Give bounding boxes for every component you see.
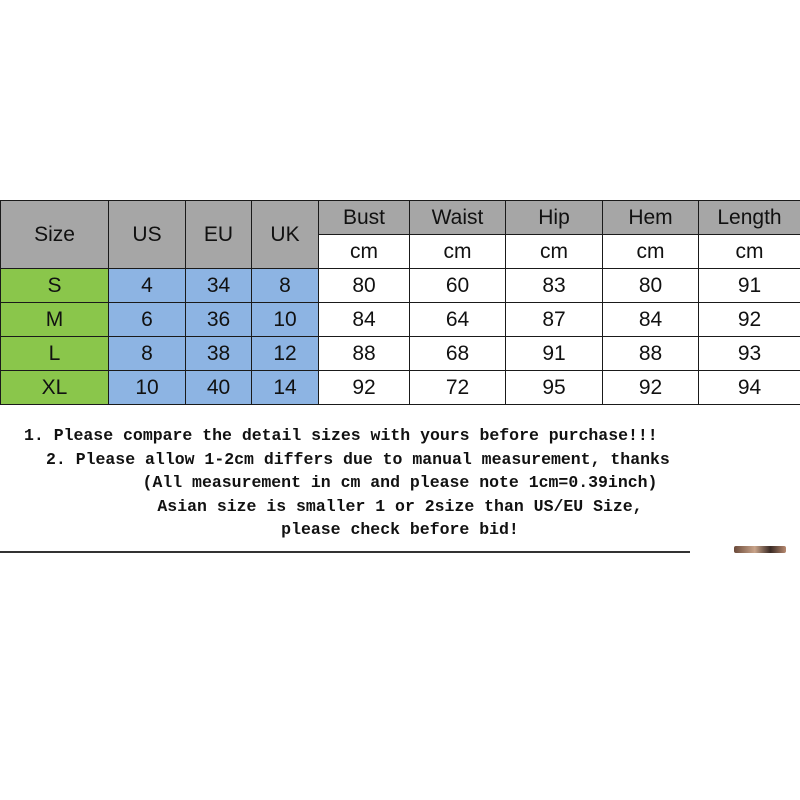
- hip-cell: 95: [506, 371, 603, 405]
- eu-cell: 34: [186, 269, 252, 303]
- hem-cell: 92: [603, 371, 699, 405]
- header-length: Length: [699, 201, 800, 235]
- uk-cell: 8: [252, 269, 319, 303]
- unit-hip: cm: [506, 235, 603, 269]
- unit-bust: cm: [319, 235, 410, 269]
- separator-line: [0, 551, 690, 553]
- hip-cell: 91: [506, 337, 603, 371]
- length-cell: 91: [699, 269, 800, 303]
- size-cell: M: [1, 303, 109, 337]
- bust-cell: 88: [319, 337, 410, 371]
- note-check-before-bid: please check before bid!: [281, 520, 519, 539]
- eu-cell: 36: [186, 303, 252, 337]
- us-cell: 4: [109, 269, 186, 303]
- header-hem: Hem: [603, 201, 699, 235]
- size-cell: S: [1, 269, 109, 303]
- note-asian-size: Asian size is smaller 1 or 2size than US/EU Size,: [157, 496, 643, 516]
- bust-cell: 84: [319, 303, 410, 337]
- note-compare-sizes: 1. Please compare the detail sizes with yours before purchase!!!: [24, 426, 658, 445]
- waist-cell: 72: [410, 371, 506, 405]
- table-row: [1, 371, 800, 405]
- us-cell: 10: [109, 371, 186, 405]
- unit-waist: cm: [410, 235, 506, 269]
- header-row-labels: [1, 201, 800, 235]
- header-size: Size: [1, 201, 109, 269]
- note-measurement-units: (All measurement in cm and please note 1cm=0.39inch): [142, 473, 658, 492]
- hip-cell: 83: [506, 269, 603, 303]
- size-cell: XL: [1, 371, 109, 405]
- size-cell: L: [1, 337, 109, 371]
- unit-length: cm: [699, 235, 800, 269]
- waist-cell: 68: [410, 337, 506, 371]
- hem-cell: 88: [603, 337, 699, 371]
- length-cell: 93: [699, 337, 800, 371]
- eu-cell: 40: [186, 371, 252, 405]
- header-uk: UK: [252, 201, 319, 269]
- size-chart-table: [0, 200, 800, 405]
- table-row: [1, 269, 800, 303]
- size-notes: [0, 424, 800, 542]
- us-cell: 6: [109, 303, 186, 337]
- table-row: [1, 303, 800, 337]
- header-eu: EU: [186, 201, 252, 269]
- header-bust: Bust: [319, 201, 410, 235]
- uk-cell: 14: [252, 371, 319, 405]
- table-row: [1, 337, 800, 371]
- eu-cell: 38: [186, 337, 252, 371]
- hem-cell: 80: [603, 269, 699, 303]
- bust-cell: 92: [319, 371, 410, 405]
- us-cell: 8: [109, 337, 186, 371]
- uk-cell: 10: [252, 303, 319, 337]
- header-hip: Hip: [506, 201, 603, 235]
- uk-cell: 12: [252, 337, 319, 371]
- length-cell: 94: [699, 371, 800, 405]
- product-photo-fragment: [734, 546, 786, 553]
- length-cell: 92: [699, 303, 800, 337]
- waist-cell: 60: [410, 269, 506, 303]
- note-allow-difference: 2. Please allow 1-2cm differs due to manual measurement, thanks: [46, 449, 670, 469]
- header-waist: Waist: [410, 201, 506, 235]
- header-us: US: [109, 201, 186, 269]
- unit-hem: cm: [603, 235, 699, 269]
- waist-cell: 64: [410, 303, 506, 337]
- hip-cell: 87: [506, 303, 603, 337]
- bust-cell: 80: [319, 269, 410, 303]
- hem-cell: 84: [603, 303, 699, 337]
